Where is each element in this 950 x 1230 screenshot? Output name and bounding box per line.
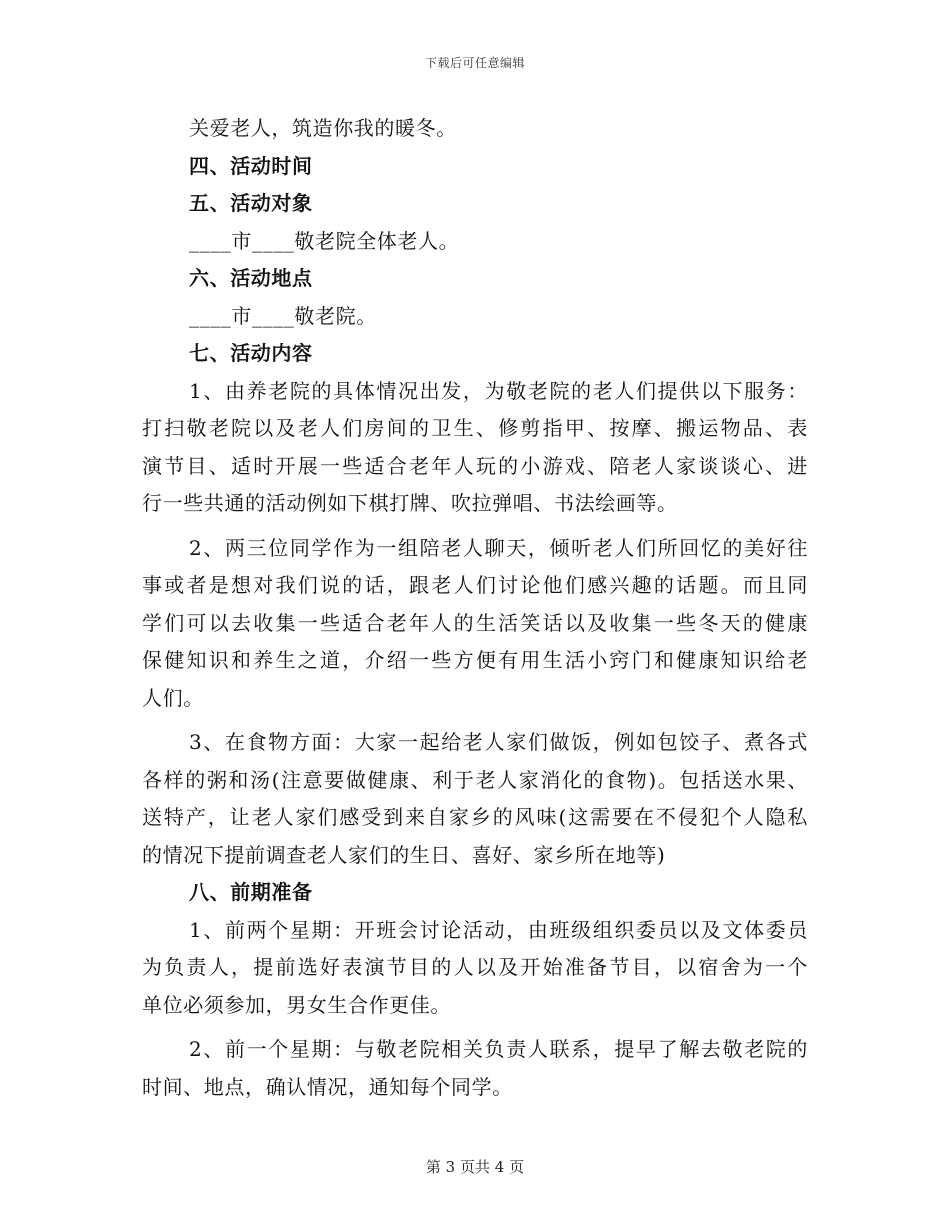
paragraph-line: 为负责人，提前选好表演节目的人以及开始准备节目，以宿舍为一个: [142, 955, 808, 979]
section-8-paragraph-1: [142, 912, 808, 1025]
paragraph-line: 送特产，让老人家们感受到来自家乡的风味(这需要在不侵犯个人隐私: [142, 805, 808, 829]
section-7-paragraph-3: [142, 724, 808, 874]
section-7-title: 七、活动内容: [189, 341, 313, 365]
paragraph-line: 单位必须参加，男女生合作更佳。: [142, 992, 451, 1017]
paragraph-line: 人们。: [142, 685, 204, 710]
section-4-title: 四、活动时间: [189, 153, 313, 178]
paragraph-line: 各样的粥和汤(注意要做健康、利于老人家消化的食物)。包括送水果、: [142, 767, 808, 792]
section-5-title: 五、活动对象: [189, 191, 313, 215]
paragraph-line: 2、前一个星期：与敬老院相关负责人联系，提早了解去敬老院的: [189, 1037, 808, 1061]
paragraph-line: 1、前两个星期：开班会讨论活动，由班级组织委员以及文体委员: [189, 917, 808, 942]
paragraph-line: 演节目、适时开展一些适合老年人玩的小游戏、陪老人家谈谈心、进: [142, 453, 808, 478]
paragraph-line: 保健知识和养生之道，介绍一些方便有用生活小窍门和健康知识给老: [142, 648, 808, 672]
document-body: [142, 110, 808, 1106]
paragraph-line: 行一些共通的活动例如下棋打牌、吹拉弹唱、书法绘画等。: [142, 491, 678, 515]
paragraph-line: 时间、地点，确认情况，通知每个同学。: [142, 1074, 513, 1099]
section-5-text: ____市____敬老院全体老人。: [189, 228, 460, 253]
section-6-title: 六、活动地点: [189, 266, 313, 290]
section-8-title: 八、前期准备: [189, 880, 313, 904]
paragraph-line: 2、两三位同学作为一组陪老人聊天，倾听老人们所回忆的美好往: [189, 535, 808, 560]
paragraph-line: 的情况下提前调查老人家们的生日、喜好、家乡所在地等): [142, 842, 666, 867]
page-header-note: 下载后可任意编辑: [424, 56, 525, 70]
page-number-footer: 第 3 页共 4 页: [425, 1158, 525, 1176]
section-6-text: ____市____敬老院。: [189, 303, 377, 328]
paragraph-line: 事或者是想对我们说的话，跟老人们讨论他们感兴趣的话题。而且同: [142, 573, 808, 597]
paragraph-line: 1、由养老院的具体情况出发，为敬老院的老人们提供以下服务：: [189, 378, 808, 403]
paragraph-line: 学们可以去收集一些适合老年人的生活笑话以及收集一些冬天的健康: [142, 610, 808, 635]
paragraph-line: 打扫敬老院以及老人们房间的卫生、修剪指甲、按摩、搬运物品、表: [142, 416, 808, 440]
section-7-paragraph-1: [142, 373, 808, 523]
section-7-paragraph-2: [142, 530, 808, 718]
intro-line: 关爱老人，筑造你我的暖冬。: [189, 116, 457, 140]
section-8-paragraph-2: [142, 1031, 808, 1106]
paragraph-line: 3、在食物方面：大家一起给老人家们做饭，例如包饺子、煮各式: [189, 730, 808, 754]
